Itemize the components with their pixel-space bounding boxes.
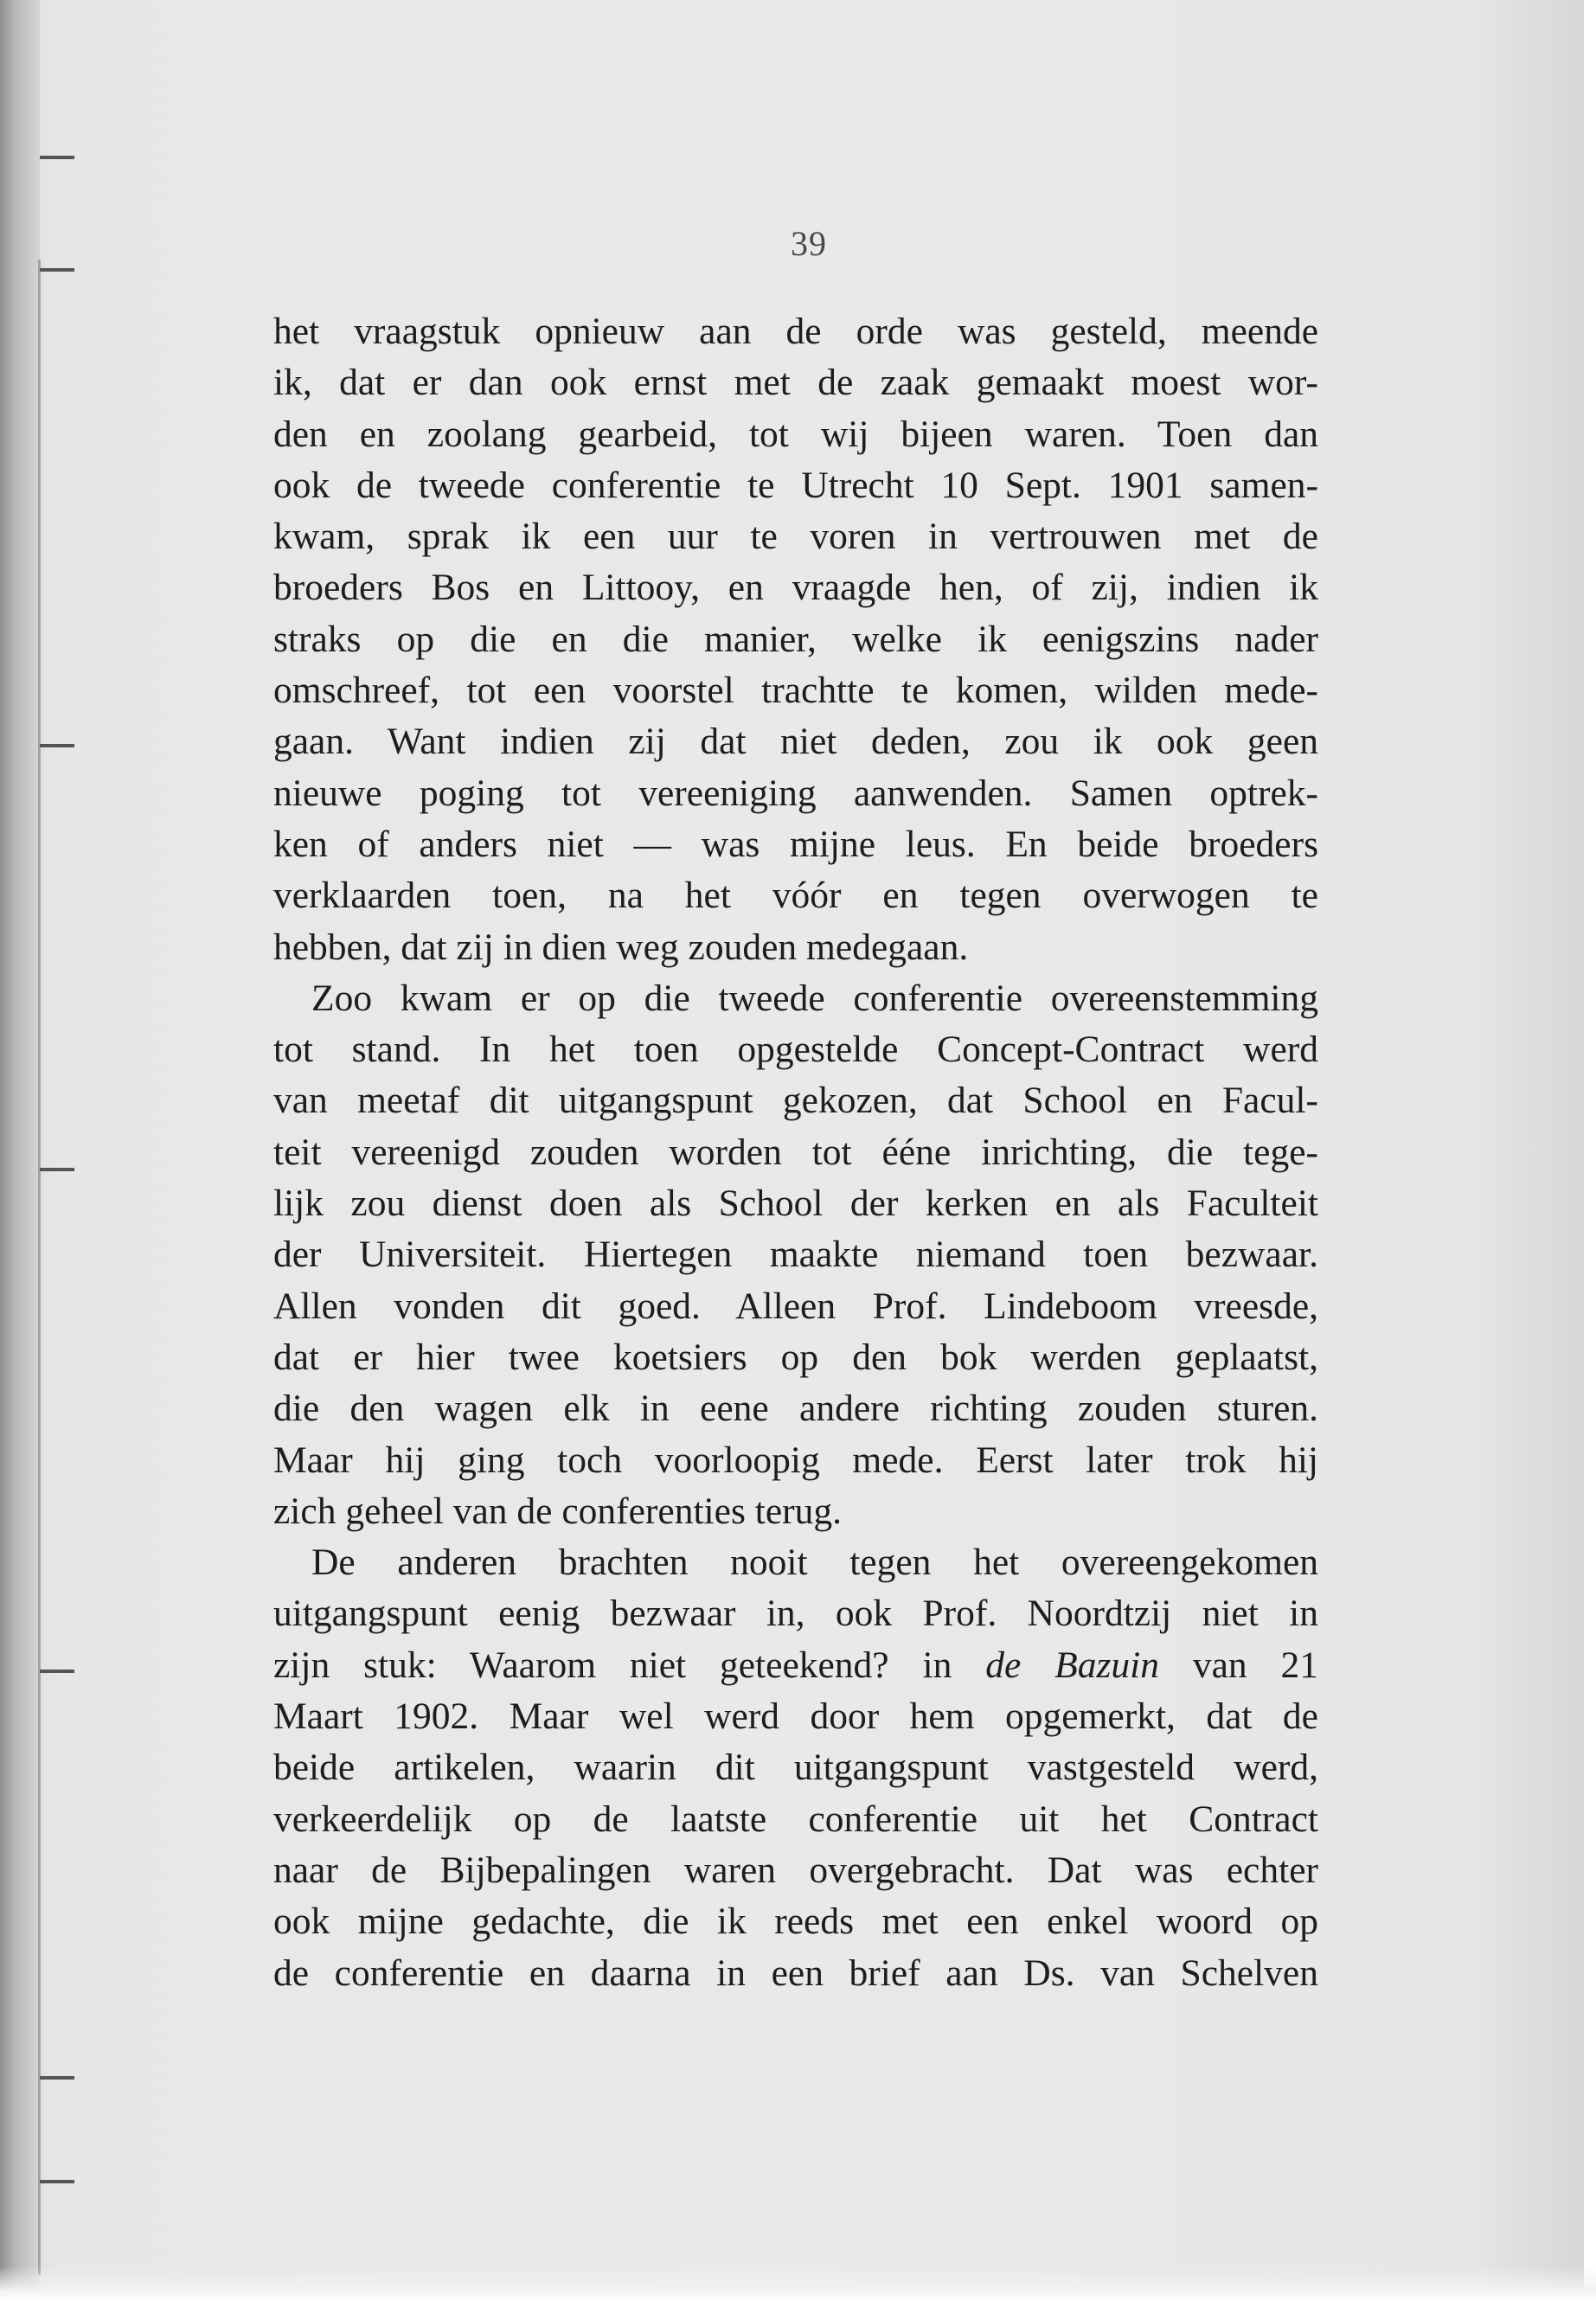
text-line: zich geheel van de conferenties terug. — [273, 1490, 843, 1532]
text-line: hebben, dat zij in dien weg zouden medegaan. — [273, 926, 969, 968]
text-line: van meetaf dit uitgangspunt gekozen, dat School en Facul- — [273, 1080, 1318, 1122]
text-line: Maar hij ging toch voorloopig mede. Eerst later trok hij — [273, 1439, 1318, 1481]
text-line: uitgangspunt eenig bezwaar in, ook Prof. Noordtzij niet in — [273, 1593, 1318, 1635]
text-line: broeders Bos en Littooy, en vraagde hen, of zij, indien ik — [273, 567, 1318, 609]
edge-mark — [40, 156, 74, 159]
text-line: beide artikelen, waarin dit uitgangspunt vastgesteld werd, — [273, 1747, 1318, 1789]
text-line: die den wagen elk in eene andere richting zouden sturen. — [273, 1388, 1318, 1430]
text-line: de conferentie en daarna in een brief aan Ds. van Schelven — [273, 1952, 1318, 1994]
text-line: naar de Bijbepalingen waren overgebracht. Dat was echter — [273, 1849, 1318, 1891]
text-line: het vraagstuk opnieuw aan de orde was gesteld, meende — [273, 311, 1318, 352]
page-number: 39 — [791, 224, 827, 263]
newspaper-title: de Bazuin — [985, 1644, 1159, 1686]
paragraph-start-line: Zoo kwam er op die tweede conferentie overeenstemming — [311, 977, 1318, 1019]
edge-mark — [40, 1670, 74, 1673]
text-line: ook mijne gedachte, die ik reeds met een enkel woord op — [273, 1900, 1318, 1943]
edge-mark — [40, 268, 74, 272]
text-line: omschreef, tot een voorstel trachtte te komen, wilden mede- — [273, 670, 1318, 712]
binding-edge-line — [38, 260, 41, 2275]
line-text-after: van 21 — [1192, 1644, 1319, 1686]
edge-mark — [40, 1168, 74, 1171]
text-line: Maart 1902. Maar wel werd door hem opgemerkt, dat de — [273, 1695, 1318, 1738]
text-line: Allen vonden dit goed. Alleen Prof. Lindeboom vreesde, — [273, 1285, 1318, 1327]
binding-edge-shadow — [0, 0, 40, 2301]
text-line-with-italic — [273, 1640, 1318, 1691]
text-line: ook de tweede conferentie te Utrecht 10 Sept. 1901 samen- — [273, 464, 1318, 506]
text-line: tot stand. In het toen opgestelde Concept-Contract werd — [273, 1029, 1318, 1071]
text-line: verkeerdelijk op de laatste conferentie uit het Contract — [273, 1798, 1318, 1840]
bottom-page-edge — [0, 2266, 1596, 2301]
edge-mark — [40, 744, 74, 747]
line-text-before: zijn stuk: Waarom niet geteekend? in — [273, 1644, 952, 1686]
edge-mark — [40, 2180, 74, 2183]
edge-mark — [40, 2076, 74, 2080]
body-text — [273, 306, 1318, 1999]
text-line: verklaarden toen, na het vóór en tegen overwogen te — [273, 875, 1318, 917]
text-line: ken of anders niet — was mijne leus. En beide broeders — [273, 823, 1318, 865]
text-line: ik, dat er dan ook ernst met de zaak gemaakt moest wor- — [273, 362, 1318, 404]
text-line: der Universiteit. Hiertegen maakte niemand toen bezwaar. — [273, 1234, 1318, 1276]
text-line: lijk zou dienst doen als School der kerken en als Faculteit — [273, 1183, 1318, 1225]
text-line: kwam, sprak ik een uur te voren in vertrouwen met de — [273, 516, 1318, 558]
text-line: gaan. Want indien zij dat niet deden, zou ik ook geen — [273, 721, 1318, 763]
paragraph-start-line: De anderen brachten nooit tegen het overeengekomen — [311, 1541, 1318, 1584]
text-line: den en zoolang gearbeid, tot wij bijeen waren. Toen dan — [273, 413, 1318, 455]
text-line: teit vereenigd zouden worden tot ééne inrichting, die tege- — [273, 1131, 1318, 1173]
right-page-edge — [1584, 0, 1596, 2301]
text-line: straks op die en die manier, welke ik eenigszins nader — [273, 618, 1318, 660]
text-line: dat er hier twee koetsiers op den bok werden geplaatst, — [273, 1336, 1318, 1378]
text-line: nieuwe poging tot vereeniging aanwenden. Samen optrek- — [273, 772, 1318, 814]
